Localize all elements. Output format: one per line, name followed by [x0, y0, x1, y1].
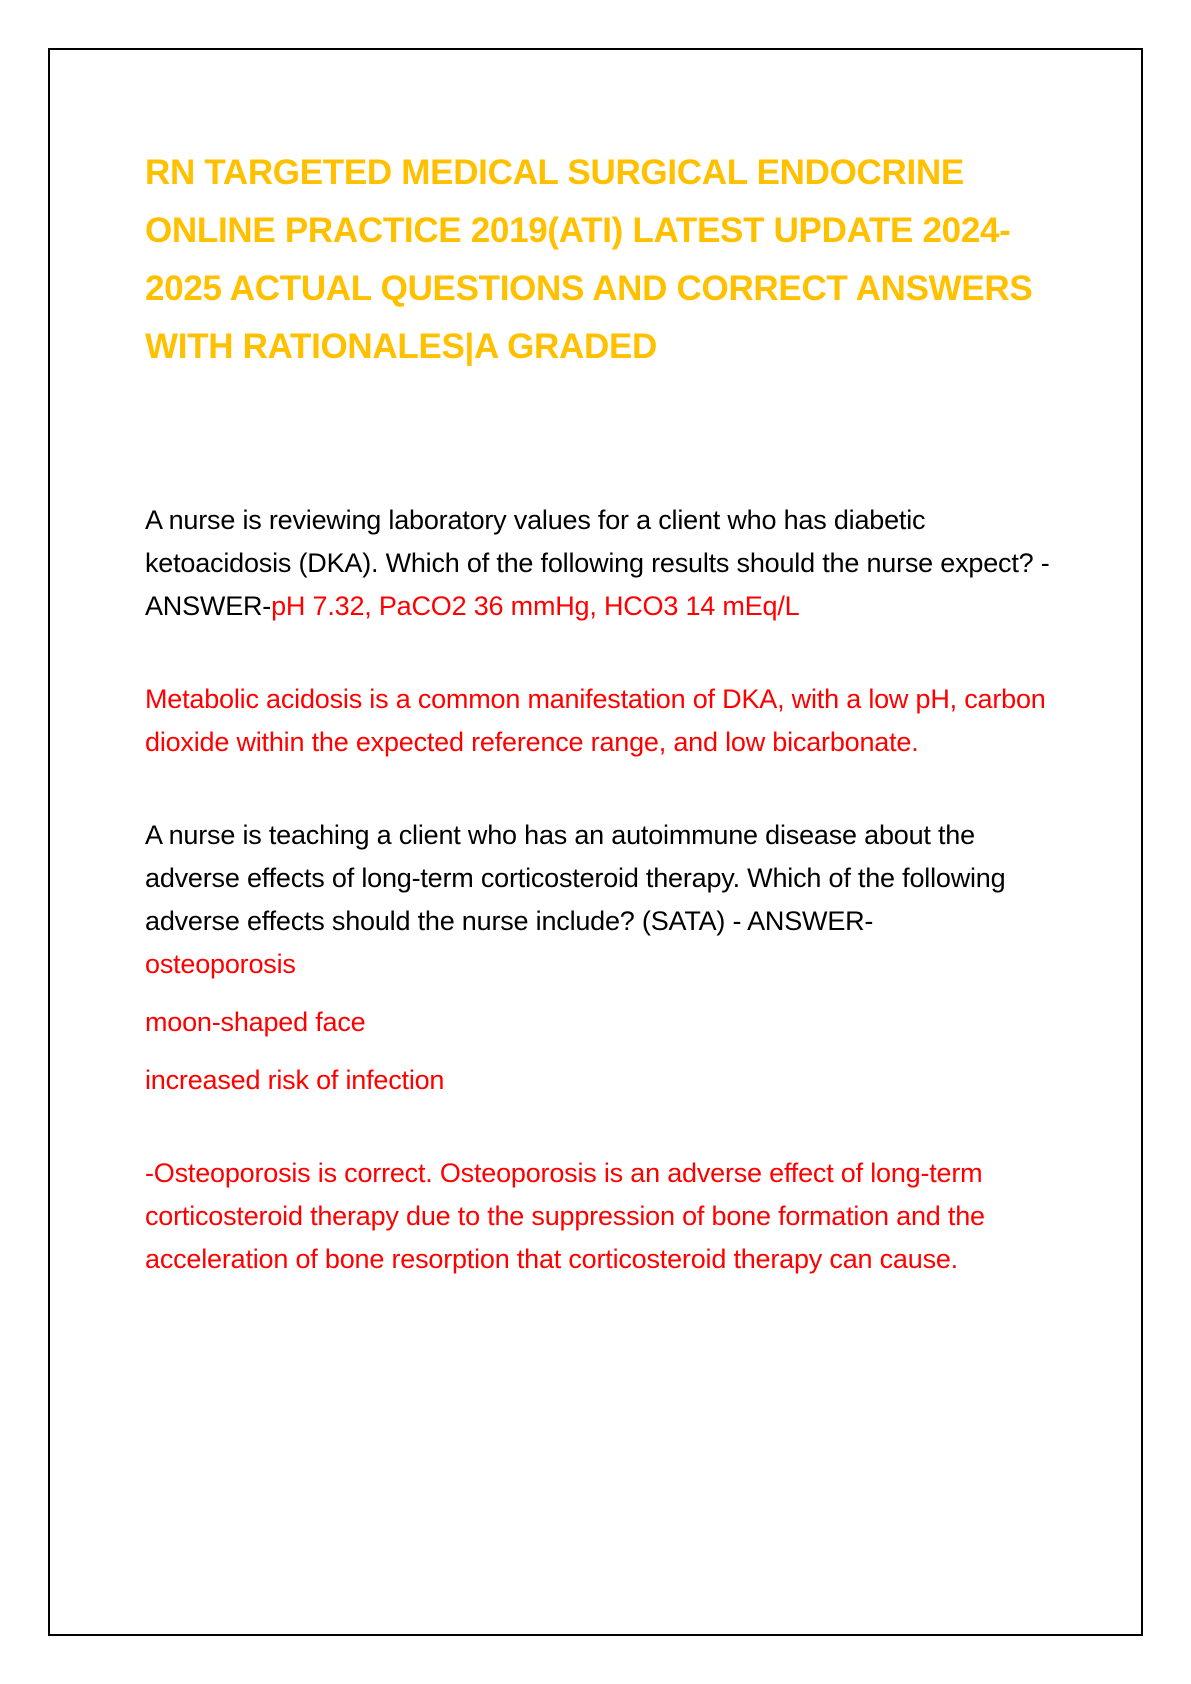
question-1-prompt: A nurse is reviewing laboratory values for a client who has diabetic ketoacidosis (DKA). Which of the following results should the nurse expect? - ANSWER-	[145, 505, 1050, 621]
question-block-1	[145, 499, 1065, 628]
question-2-rationale: -Osteoporosis is correct. Osteoporosis is an adverse effect of long-term corticosteroid therapy due to the suppression of bone formation and the acceleration of bone resorption that corticosteroid therapy can cause.	[145, 1158, 985, 1274]
question-1-rationale-block	[145, 678, 1065, 764]
question-2-rationale-block	[145, 1152, 1065, 1281]
question-2-answer-2: moon-shaped face	[145, 1007, 366, 1037]
question-2-answer-3: increased risk of infection	[145, 1065, 445, 1095]
question-2-answer-1: osteoporosis	[145, 949, 296, 979]
document-title: RN TARGETED MEDICAL SURGICAL ENDOCRINE ONLINE PRACTICE 2019(ATI) LATEST UPDATE 2024-2025 ACTUAL QUESTIONS AND CORRECT ANSWERS WITH RATIONALES|A GRADED	[145, 153, 1033, 366]
document-content	[145, 144, 1065, 1281]
question-block-2	[145, 814, 1065, 1102]
question-1-answer: pH 7.32, PaCO2 36 mmHg, HCO3 14 mEq/L	[271, 591, 800, 621]
question-1-text	[145, 499, 1065, 628]
question-2-prompt: A nurse is teaching a client who has an autoimmune disease about the adverse effects of long-term corticosteroid therapy. Which of the following adverse effects should the nurse include? (SATA) - ANSWER-	[145, 820, 1006, 936]
question-1-rationale: Metabolic acidosis is a common manifestation of DKA, with a low pH, carbon dioxide within the expected reference range, and low bicarbonate.	[145, 684, 1046, 757]
